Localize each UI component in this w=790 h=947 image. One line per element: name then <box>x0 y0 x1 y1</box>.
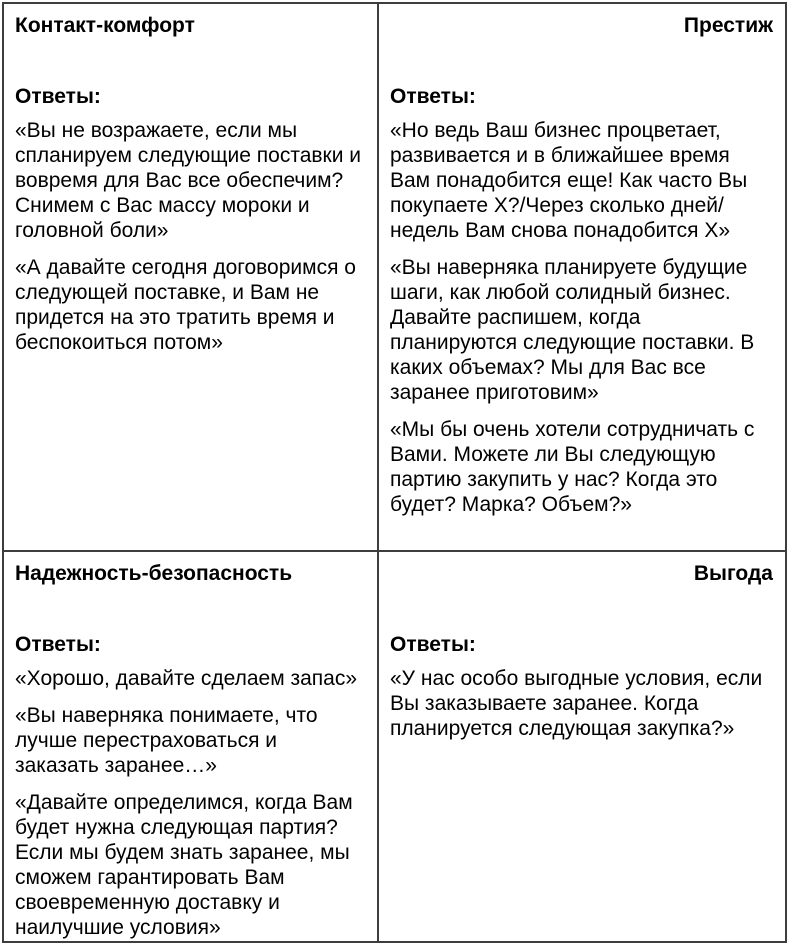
quote-paragraph: «А давайте сегодня договоримся о следующей поставке, и Вам не придется на это тратить время и беспокоиться потом» <box>15 256 356 354</box>
cell-prestige <box>379 4 785 552</box>
cell-header-prestige: Престиж <box>683 14 773 37</box>
quote-paragraph: «Вы не возражаете, если мы спланируем следующие поставки и вовремя для Вас все обеспечим? Снимем с Вас массу мороки и головной боли» <box>15 119 362 242</box>
answers-label: Ответы: <box>390 85 476 108</box>
cell-header-contact-comfort: Контакт-комфорт <box>15 14 195 37</box>
quadrant-table <box>2 2 787 943</box>
quote-paragraph: «Вы наверняка понимаете, что лучше перестраховаться и заказать заранее…» <box>15 704 318 777</box>
cell-benefit <box>379 552 785 941</box>
quote-paragraph: «У нас особо выгодные условия, если Вы заказываете заранее. Когда планируется следующая закупка?» <box>390 667 763 740</box>
cell-contact-comfort <box>4 4 379 552</box>
answers-label: Ответы: <box>15 633 101 656</box>
quote-paragraph: «Вы наверняка планируете будущие шаги, как любой солидный бизнес. Давайте распишем, когда планируются следующие поставки. В каких объемах? Мы для Вас все заранее приготовим» <box>390 256 755 404</box>
answers-label: Ответы: <box>15 85 101 108</box>
quote-paragraph: «Но ведь Ваш бизнес процветает, развивается и в ближайшее время Вам понадобится еще! Как часто Вы покупаете Х?/Через сколько дней/недель Вам снова понадобится Х» <box>390 119 748 242</box>
cell-reliability-safety <box>4 552 379 941</box>
answers-label: Ответы: <box>390 633 476 656</box>
quote-paragraph: «Мы бы очень хотели сотрудничать с Вами. Можете ли Вы следующую партию закупить у нас? Когда это будет? Марка? Объем?» <box>390 418 755 516</box>
quote-paragraph: «Хорошо, давайте сделаем запас» <box>15 667 357 690</box>
quote-paragraph: «Давайте определимся, когда Вам будет нужна следующая партия? Если мы будем знать заранее, мы сможем гарантировать Вам своевременную доставку и наилучшие условия» <box>15 791 353 939</box>
cell-header-reliability-safety: Надежность-безопасность <box>15 562 293 585</box>
cell-header-benefit: Выгода <box>693 562 773 585</box>
